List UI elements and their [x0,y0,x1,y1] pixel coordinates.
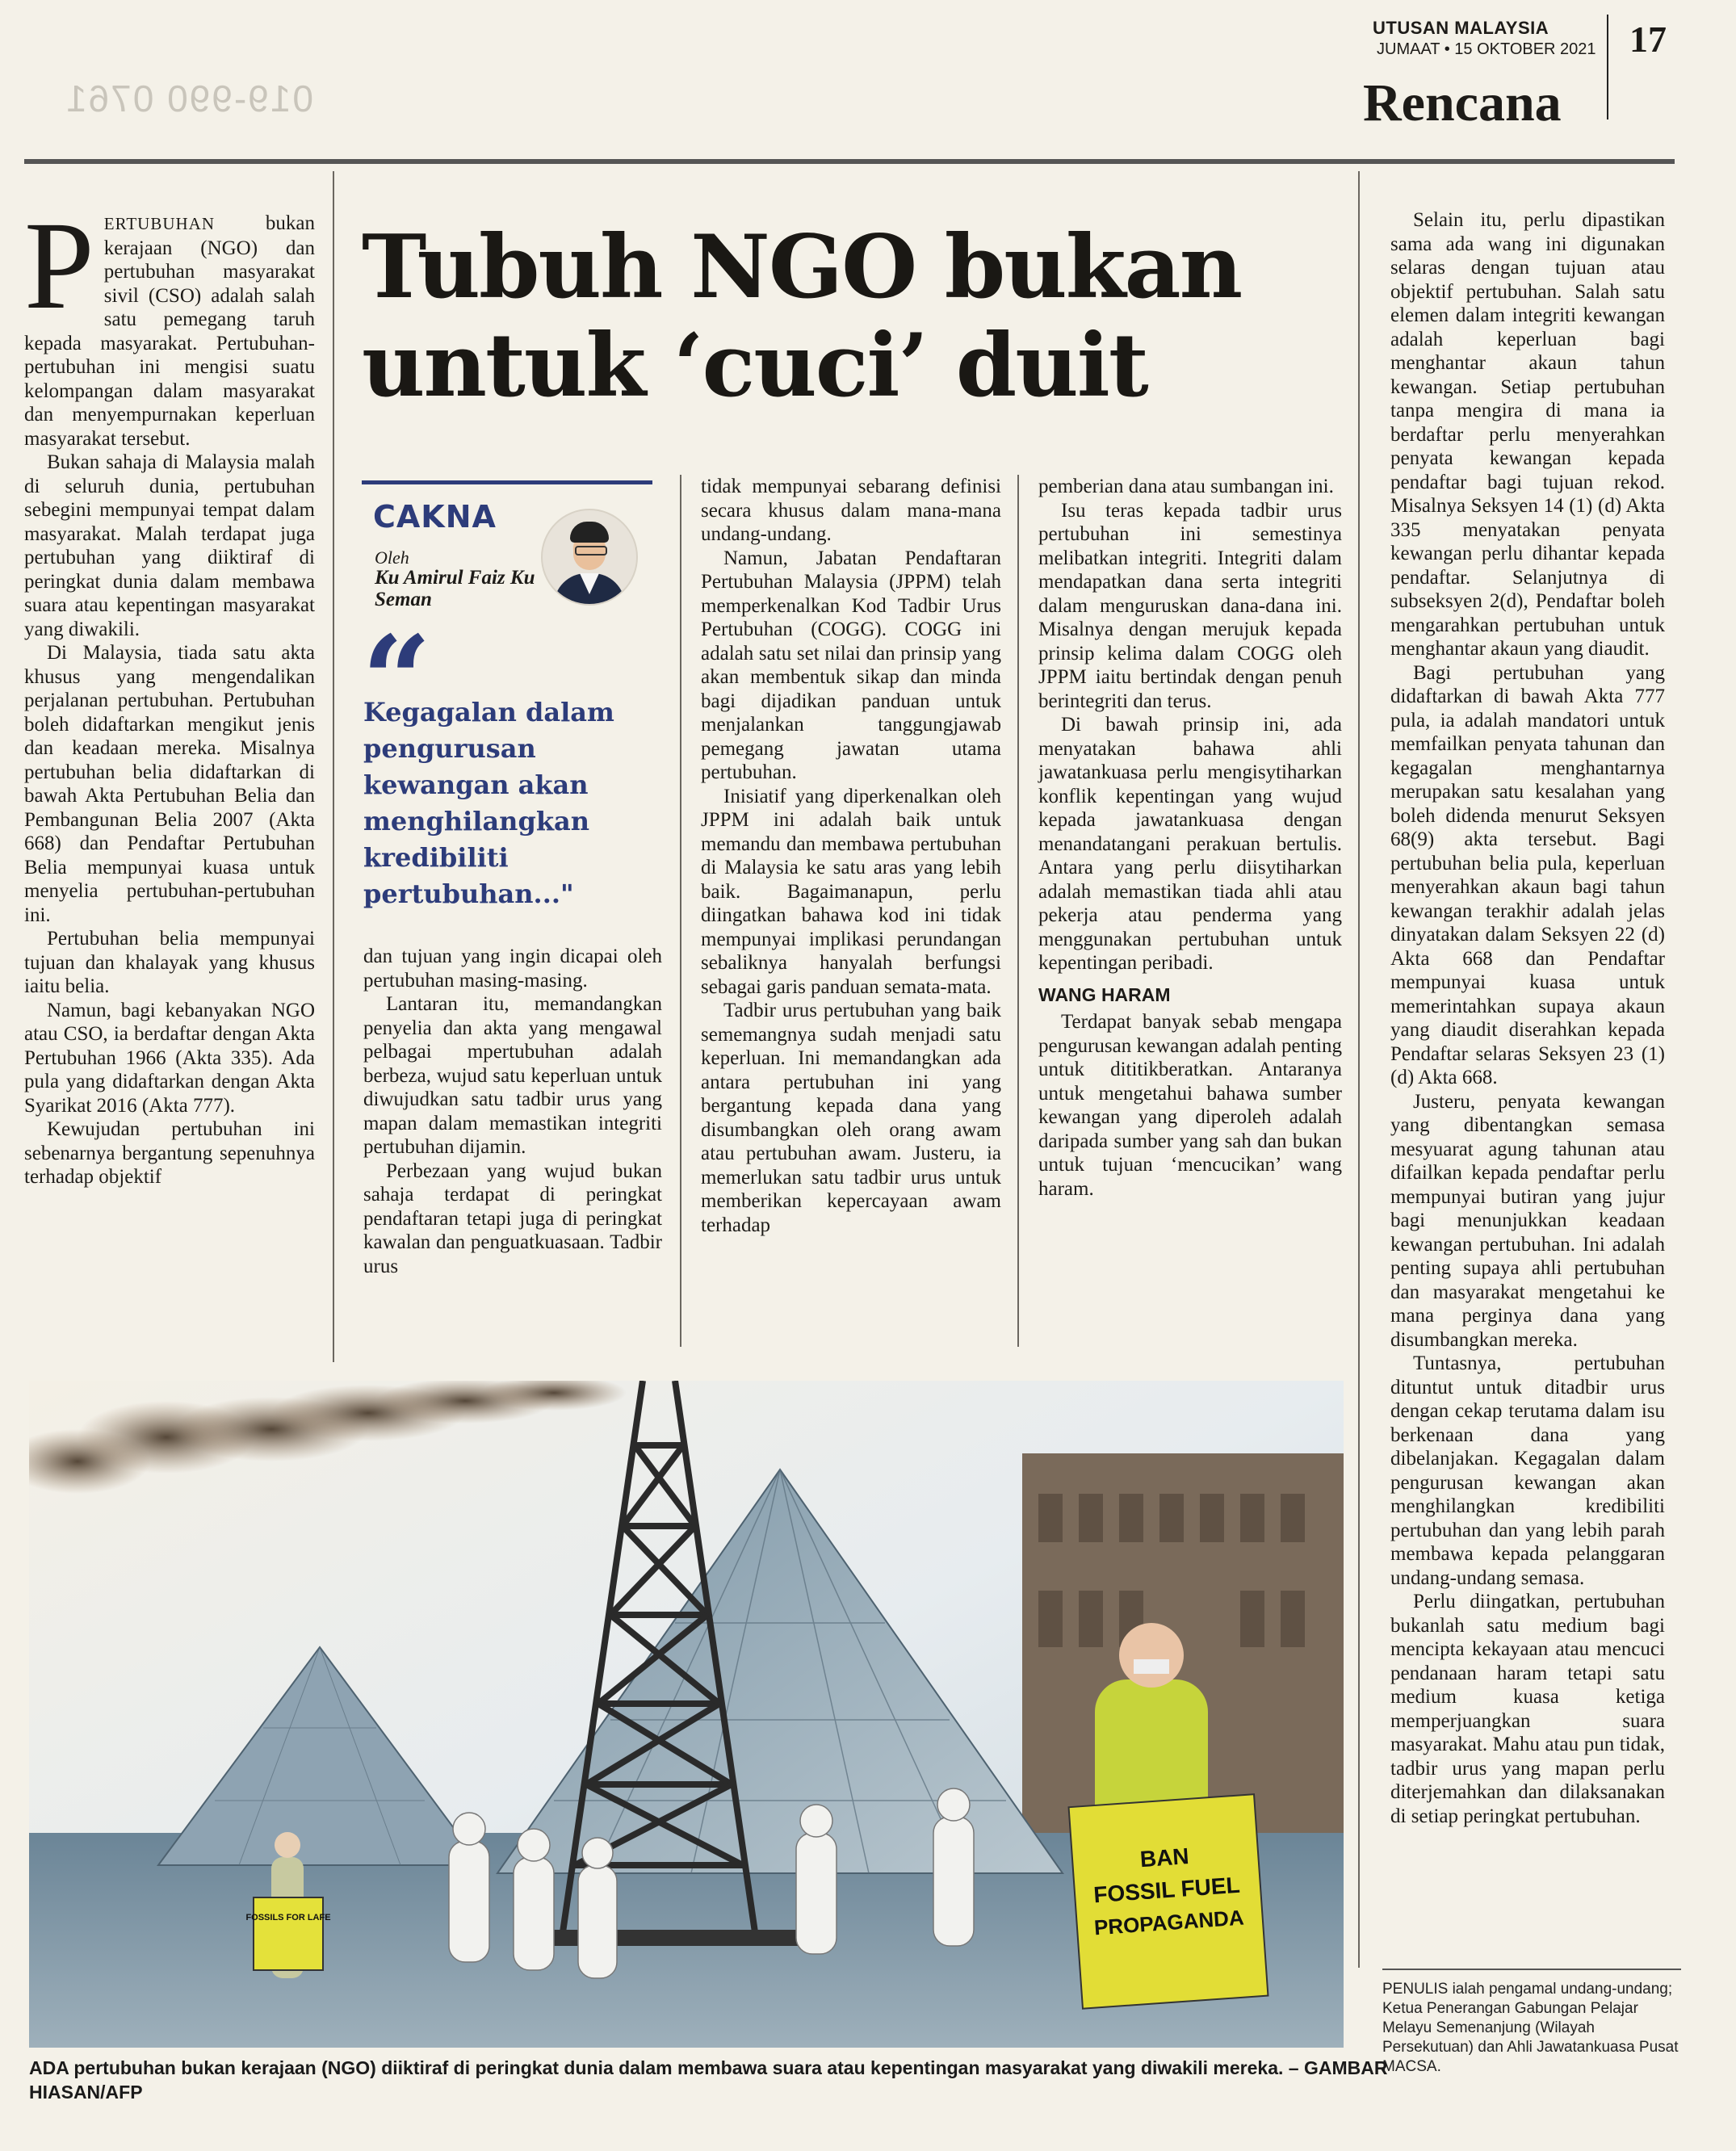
paragraph: Tuntasnya, pertubuhan dituntut untuk ditadbir urus dengan cekap terutama dalam isu berkenaan dana yang dibelanjakan. Kegagalan dalam pengurusan kewangan akan menghilangkan kredibiliti pertubuhan dan yang lebih parah membawa kepada pelanggaran undang-undang semasa. [1390,1352,1665,1589]
paragraph [24,195,315,451]
drop-cap: P [24,195,94,335]
author-name: Ku Amirul Faiz Ku Seman [375,567,535,610]
article-column-4 [1038,475,1342,1201]
photo-caption: ADA pertubuhan bukan kerajaan (NGO) diiktiraf di peringkat dunia dalam membawa suara atau kepentingan masyarakat yang diwakili mereka. – GAMBAR HIASAN/AFP [29,2057,1388,2103]
column-rule [1017,475,1019,1347]
paragraph: Selain itu, perlu dipastikan sama ada wang ini digunakan selaras dengan tujuan atau objektif pertubuhan. Salah satu elemen dalam integriti kewangan adalah keperluan bagi menghantar akaun tahun kewangan. Setiap pertubuhan tanpa mengira di mana ia berdaftar perlu menyerahkan penyata kewangan kepada pendaftar bagi tujuan rekod. Misalnya Seksyen 14 (1) (d) Akta 335 menyatakan penyata kewangan perlu dihantar kepada pendaftar. Selanjutnya di subseksyen 2(d), Pendaftar boleh mengarahkan pertubuhan untuk menghantar akaun yang diaudit. [1390,209,1665,660]
column-rule [333,171,334,1362]
quote-mark-icon: “ [362,610,432,752]
writer-note: PENULIS ialah pengamal undang-undang; Ketua Penerangan Gabungan Pelajar Melayu Semenanjung (Wilayah Persekutuan) dan Ahli Jawatankuasa Pusat MACSA. [1382,1981,1679,2075]
paragraph: Namun, Jabatan Pendaftaran Pertubuhan Malaysia (JPPM) telah memperkenalkan Kod Tadbir Urus Pertubuhan (COGG). COGG ini adalah satu set nilai dan prinsip yang akan membentuk sikap dan minda bagi dijadikan panduan untuk menjalankan tanggungjawab pemegang jawatan utama pertubuhan. [701,547,1001,783]
large-sign-text: FOSSIL FUEL [1092,1872,1241,1908]
column-rule [1358,171,1360,1968]
column-name: CAKNA [373,499,497,535]
lead-caps: ERTUBUHAN [103,214,216,233]
byline-label: Oleh [375,547,409,568]
header-divider [1607,15,1608,120]
author-photo [541,509,638,606]
article-column-1 [24,195,315,1189]
paragraph: Di Malaysia, tiada satu akta khusus yang mengendalikan perjalanan pertubuhan. Pertubuhan boleh didaftarkan mengikut jenis dan keadaan mereka. Misalnya pertubuhan belia didaftarkan di bawah Akta Pertubuhan Belia dan Pembangunan Belia 2007 (Akta 668) dan Pendaftar Pertubuhan Belia mempunyai kuasa untuk menyelia pertubuhan-pertubuhan ini. [24,642,315,926]
headline-line-1: Tubuh NGO bukan [362,216,1242,318]
small-sign-text: FOSSILS FOR LAFE [245,1913,331,1922]
paragraph: Tadbir urus pertubuhan yang baik sememangnya sudah menjadi satu keperluan. Ini memandangkan ada antara pertubuhan ini yang bergantung kepada dana yang disumbangkan oleh orang awam atau pertubuhan awam. Justeru, ia memerlukan satu tadbir urus untuk memberikan kepercayaan awam terhadap [701,1000,1001,1236]
paragraph: Lantaran itu, memandangkan penyelia dan akta yang mengawal pelbagai mpertubuhan adalah berbeza, wujud satu keperluan untuk diwujudkan satu tadbir urus yang mapan dalam memastikan integriti pertubuhan dijamin. [363,993,662,1158]
large-sign-text: BAN [1138,1843,1190,1872]
paragraph: pemberian dana atau sumbangan ini. [1038,476,1334,497]
paragraph: tidak mempunyai sebarang definisi secara khusus dalam mana-mana undang-undang. [701,476,1001,545]
paragraph: Bagi pertubuhan yang didaftarkan di bawah Akta 777 pula, ia adalah mandatori untuk memfailkan penyata tahunan dan kegagalan menghantarnya merupakan satu kesalahan yang boleh didenda menurut Seksyen 68(9) akta tersebut. Bagi pertubuhan belia pula, keperluan menyerahkan akaun bagi tahun kewangan terakhir adalah jelas dinyatakan dalam Seksyen 22 (d) Akta 668 dan Pendaftar mempunyai kuasa untuk memerintahkan supaya akaun yang diaudit diserahkan kepada Pendaftar selaras Seksyen 23 (1)(d) Akta 668. [1390,661,1665,1088]
news-photo [29,1381,1344,2048]
paragraph: Di bawah prinsip ini, ada menyatakan bahawa ahli jawatankuasa perlu mengisytiharkan konflik kepentingan yang wujud kepada jawatankuasa dengan menandatangani perakuan bertulis. Antara yang perlu diisytiharkan adalah memastikan tiada ahli atau pekerja atau penderma yang menggunakan pertubuhan untuk kepentingan peribadi. [1038,714,1342,974]
paragraph: Justeru, penyata kewangan yang dibentangkan semasa mesyuarat agung tahunan atau difailkan kepada pendaftar perlu mempunyai butiran yang jujur bagi menunjukkan keadaan kewangan pertubuhan. Ini adalah penting supaya ahli pertubuhan dan masyarakat mengetahui ke mana perginya dana yang disumbangkan mereka. [1390,1090,1665,1351]
subheading: WANG HARAM [1038,983,1171,1005]
bleed-through-text: 019-990 0761 [65,78,313,120]
writer-note-rule [1382,1969,1681,1970]
section-title: Rencana [1363,73,1562,132]
article-column-3 [701,475,1001,1237]
paragraph-text: bukan kerajaan (NGO) dan pertubuhan masyarakat sivil (CSO) adalah salah satu pemegang taruh kepada masyarakat. Pertubuhan-pertubuhan ini mengisi suatu kelompangan dalam masyarakat dan menyempurnakan keperluan masyarakat tersebut. [24,212,315,450]
page-number: 17 [1629,19,1667,60]
article-column-5 [1390,208,1665,1828]
issue-date: JUMAAT • 15 OKTOBER 2021 [1377,40,1596,58]
column-rule [680,475,681,1347]
headline [362,218,1355,415]
paragraph: Namun, bagi kebanyakan NGO atau CSO, ia berdaftar dengan Akta Pertubuhan 1966 (Akta 335). Ada pula yang didaftarkan dengan Akta Syarikat 2016 (Akta 777). [24,999,315,1117]
author-box [362,480,652,618]
paragraph: Isu teras kepada tadbir urus pertubuhan ini semestinya melibatkan integriti. Integriti dalam mendapatkan dana serta integriti dalam menguruskan dana-dana ini. Misalnya dengan merujuk kepada prinsip kelima dalam COGG oleh JPPM iaitu bertindak dengan penuh berintegriti dan terus. [1038,499,1342,712]
paragraph: Bukan sahaja di Malaysia malah di seluruh dunia, pertubuhan sebegini mempunyai tempat dalam masyarakat. Malah terdapat juga pertubuhan yang diiktiraf di peringkat dunia dalam membawa suara atau kepentingan masyarakat yang diwakili. [24,451,315,640]
paragraph: Kewujudan pertubuhan ini sebenarnya bergantung sepenuhnya terhadap objektif [24,1118,315,1188]
newspaper-name: UTUSAN MALAYSIA [1373,18,1549,38]
top-rule [24,159,1675,164]
paragraph: Perbezaan yang wujud bukan sahaja terdapat di peringkat pendaftaran tetapi juga di peringkat kawalan dan penguatkuasaan. Tadbir urus [363,1159,662,1277]
paragraph: Terdapat banyak sebab mengapa pengurusan kewangan adalah penting untuk dititikberatkan. Antaranya untuk mengetahui bahawa sumber kewangan yang diperoleh adalah daripada sumber yang sah dan bukan untuk tujuan ‘mencucikan’ wang haram. [1038,1011,1342,1200]
paragraph: Perlu diingatkan, pertubuhan bukanlah satu medium bagi mencipta kekayaan atau mencuci pendanaan haram tetapi satu medium kuasa ketiga memperjuangkan suara masyarakat. Mahu atau pun tidak, tadbir urus yang mapan perlu diterjemahkan dan dilaksanakan di setiap peringkat pertubuhan. [1390,1591,1665,1827]
photo-illustration [29,1381,1344,2048]
headline-line-2: untuk ‘cuci’ duit [362,315,1147,417]
pull-quote: Kegagalan dalam pengurusan kewangan akan menghilangkan kredibiliti pertubuhan..." [363,697,614,909]
paragraph: Inisiatif yang diperkenalkan oleh JPPM ini adalah baik untuk memandu dan membawa pertubuhan di Malaysia ke satu aras yang lebih baik. Bagaimanapun, perlu diingatkan bahawa kod ini tidak mempunyai implikasi perundangan sebaliknya hanyalah berfungsi sebagai garis panduan semata-mata. [701,785,1001,998]
paragraph: dan tujuan yang ingin dicapai oleh pertubuhan masing-masing. [363,946,662,992]
article-column-2 [363,945,662,1278]
large-sign-text: PROPAGANDA [1093,1905,1245,1940]
paragraph: Pertubuhan belia mempunyai tujuan dan khalayak yang khusus iaitu belia. [24,928,315,997]
